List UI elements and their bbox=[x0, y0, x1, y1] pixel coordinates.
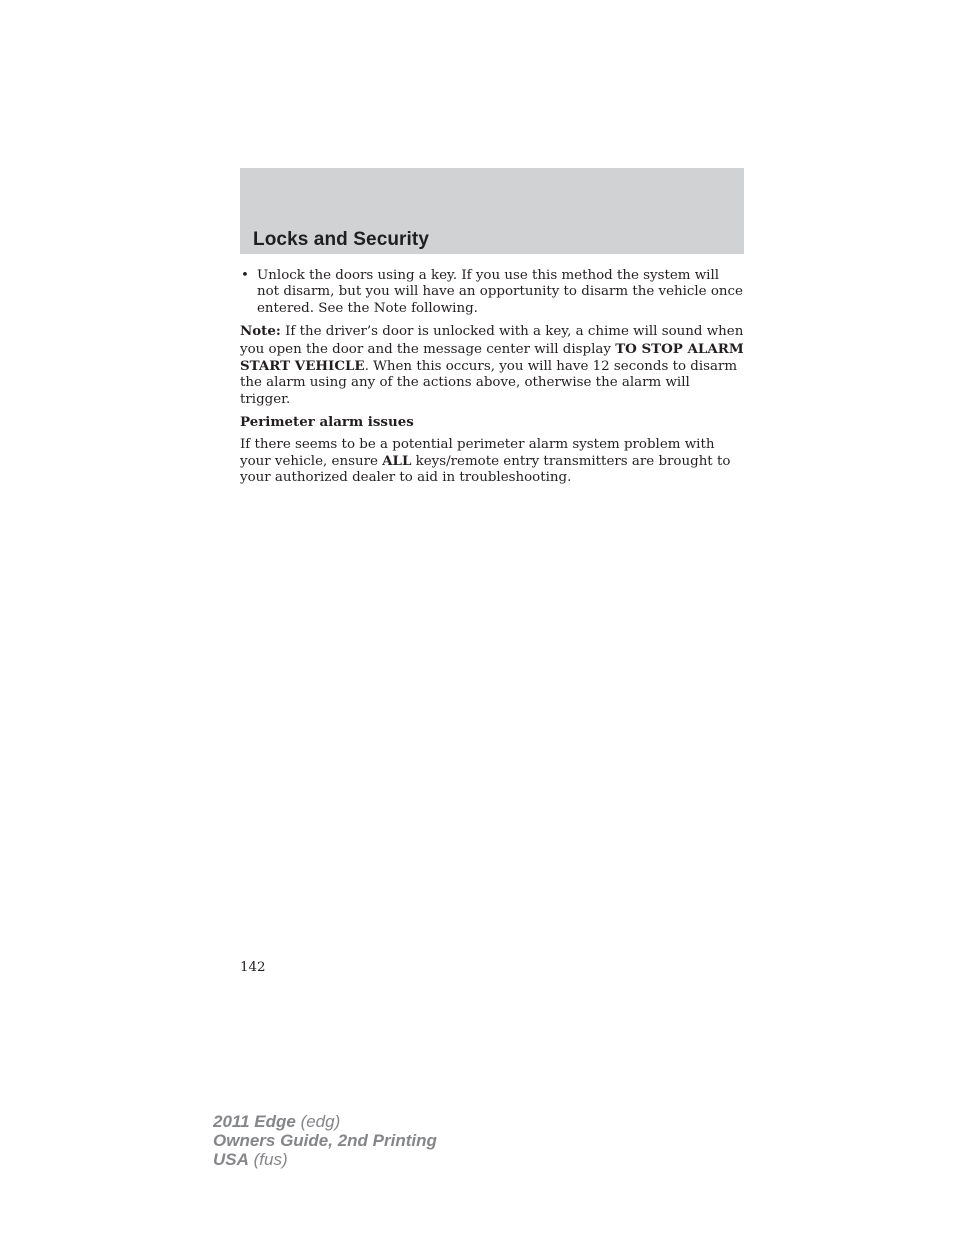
note-text-1: If the driver’s door is unlocked with a key, a chime will sound when you open the door and the message center will display bbox=[240, 324, 744, 357]
section-title: Locks and Security bbox=[253, 229, 430, 250]
perimeter-text-1: If there seems to be a potential perimeter alarm system problem with your vehicle, ensure bbox=[240, 436, 715, 470]
perimeter-emphasis: ALL bbox=[382, 453, 412, 470]
footer-model: 2011 Edge bbox=[213, 1112, 296, 1131]
footer-guide: Owners Guide, 2nd Printing bbox=[213, 1131, 437, 1150]
perimeter-heading: Perimeter alarm issues bbox=[240, 414, 414, 431]
footer-line-3 bbox=[213, 1150, 437, 1169]
footer-model-code: (edg) bbox=[295, 1112, 341, 1131]
footer-market-code: (fus) bbox=[248, 1150, 288, 1169]
perimeter-paragraph bbox=[240, 437, 744, 487]
note-text-2: . When this occurs, you will have 12 seconds to disarm the alarm using any of the actions above, otherwise the alarm will trigger. bbox=[240, 359, 738, 407]
note-paragraph bbox=[240, 323, 744, 408]
bullet-marker: • bbox=[241, 268, 249, 283]
document-footer bbox=[213, 1112, 437, 1169]
perimeter-text-2: keys/remote entry transmitters are brought to your authorized dealer to aid in troubleshooting. bbox=[240, 454, 731, 486]
page-number: 142 bbox=[240, 960, 266, 975]
bullet-text: Unlock the doors using a key. If you use this method the system will not disarm, but you will have an opportunity to disarm the vehicle once entered. See the Note following. bbox=[257, 268, 743, 316]
footer-market: USA bbox=[213, 1150, 249, 1169]
note-label: Note: bbox=[240, 323, 281, 340]
footer-line-2 bbox=[213, 1131, 437, 1150]
note-message: TO STOP ALARM START VEHICLE bbox=[240, 340, 744, 375]
bullet-item bbox=[240, 268, 744, 317]
page-content bbox=[240, 268, 744, 493]
section-header-band bbox=[240, 168, 744, 254]
footer-line-1 bbox=[213, 1112, 437, 1131]
